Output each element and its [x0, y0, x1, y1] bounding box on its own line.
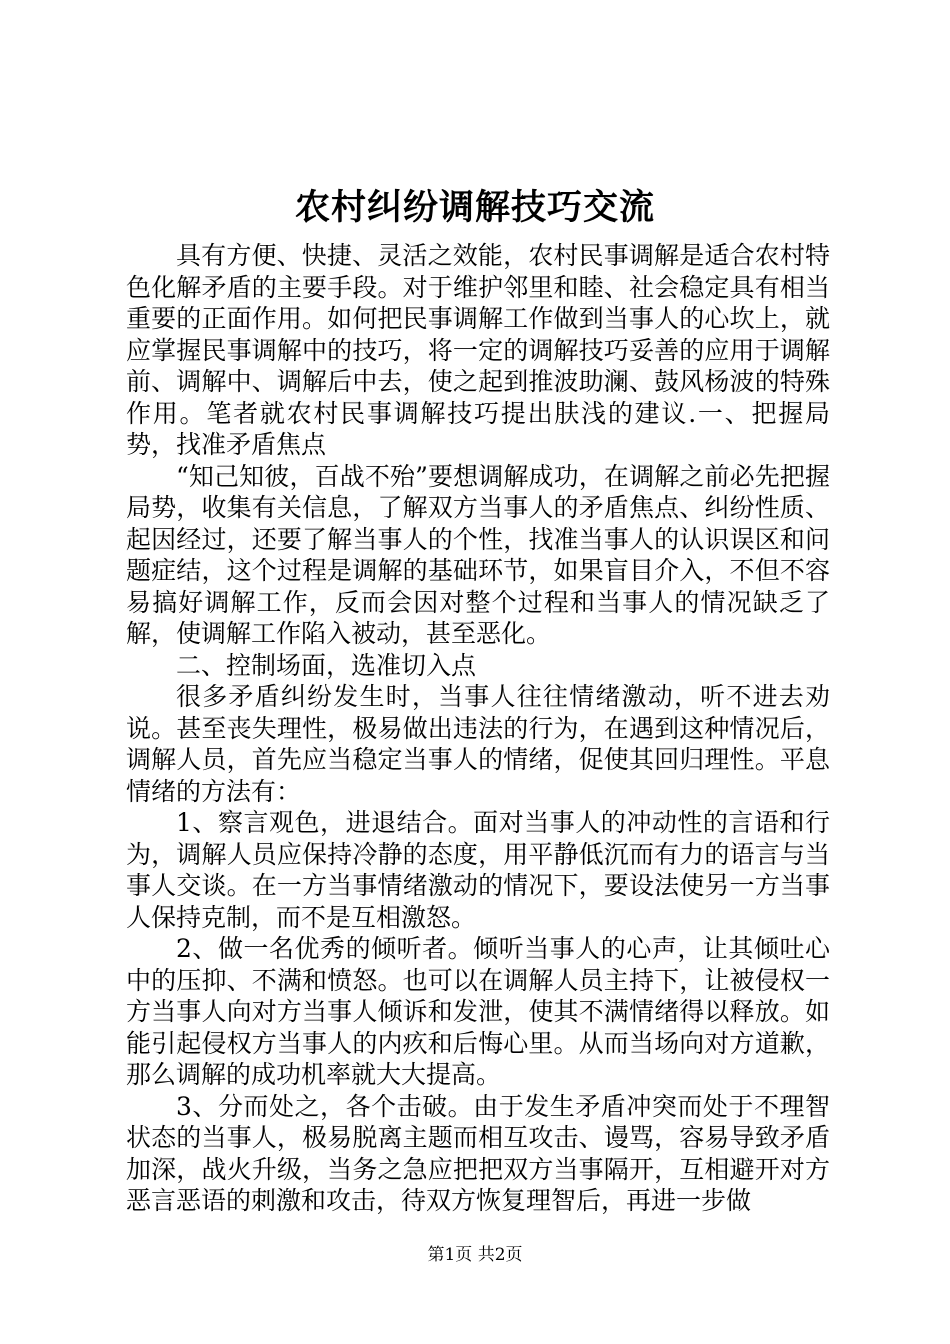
paragraph-method-2: 2、做一名优秀的倾听者。倾听当事人的心声，让其倾吐心中的压抑、不满和愤怒。也可以在调解人员主持下，让被侵权一方当事人向对方当事人倾诉和发泄，使其不满情绪得以释放。如能引起侵权方当事人的内疚和后悔心里。从而当场向对方道歉，那么调解的成功机率就大大提高。: [126, 934, 830, 1089]
paragraph-know-yourself: “知己知彼，百战不殆”要想调解成功，在调解之前必先把握局势，收集有关信息，了解双方当事人的矛盾焦点、纠纷性质、起因经过，还要了解当事人的个性，找准当事人的认识误区和问题症结，这个过程是调解的基础环节，如果盲目介入，不但不容易搞好调解工作，反而会因对整个过程和当事人的情况缺乏了解，使调解工作陷入被动，甚至恶化。: [126, 461, 830, 648]
paragraph-method-1: 1、察言观色，进退结合。面对当事人的冲动性的言语和行为，调解人员应保持冷静的态度，用平静低沉而有力的语言与当事人交谈。在一方当事情绪激动的情况下，要设法使另一方当事人保持克制，而不是互相激怒。: [126, 808, 830, 932]
page-number-footer: 第1页 共2页: [427, 1245, 523, 1265]
paragraph-intro: 具有方便、快捷、灵活之效能，农村民事调解是适合农村特色化解矛盾的主要手段。对于维护邻里和睦、社会稳定具有相当重要的正面作用。如何把民事调解工作做到当事人的心坎上，就应掌握民事调解中的技巧，将一定的调解技巧妥善的应用于调解前、调解中、调解后中去，使之起到推波助澜、鼓风杨波的特殊作用。笔者就农村民事调解技巧提出肤浅的建议.一、把握局势，找准矛盾焦点: [126, 241, 830, 459]
document-title: 农村纠纷调解技巧交流: [294, 187, 655, 228]
document-body: [126, 240, 830, 1217]
section-heading-control-scene: 二、控制场面，选准切入点: [176, 650, 477, 680]
paragraph-method-3: 3、分而处之，各个击破。由于发生矛盾冲突而处于不理智状态的当事人，极易脱离主题而相互攻击、谩骂，容易导致矛盾加深，战火升级，当务之急应把把双方当事隔开，互相避开对方恶言恶语的刺激和攻击，待双方恢复理智后，再进一步做: [126, 1091, 830, 1215]
paragraph-emotions: 很多矛盾纠纷发生时，当事人往往情绪激动，听不进去劝说。甚至丧失理性，极易做出违法的行为，在遇到这种情况后，调解人员，首先应当稳定当事人的情绪，促使其回归理性。平息情绪的方法有：: [126, 682, 830, 806]
